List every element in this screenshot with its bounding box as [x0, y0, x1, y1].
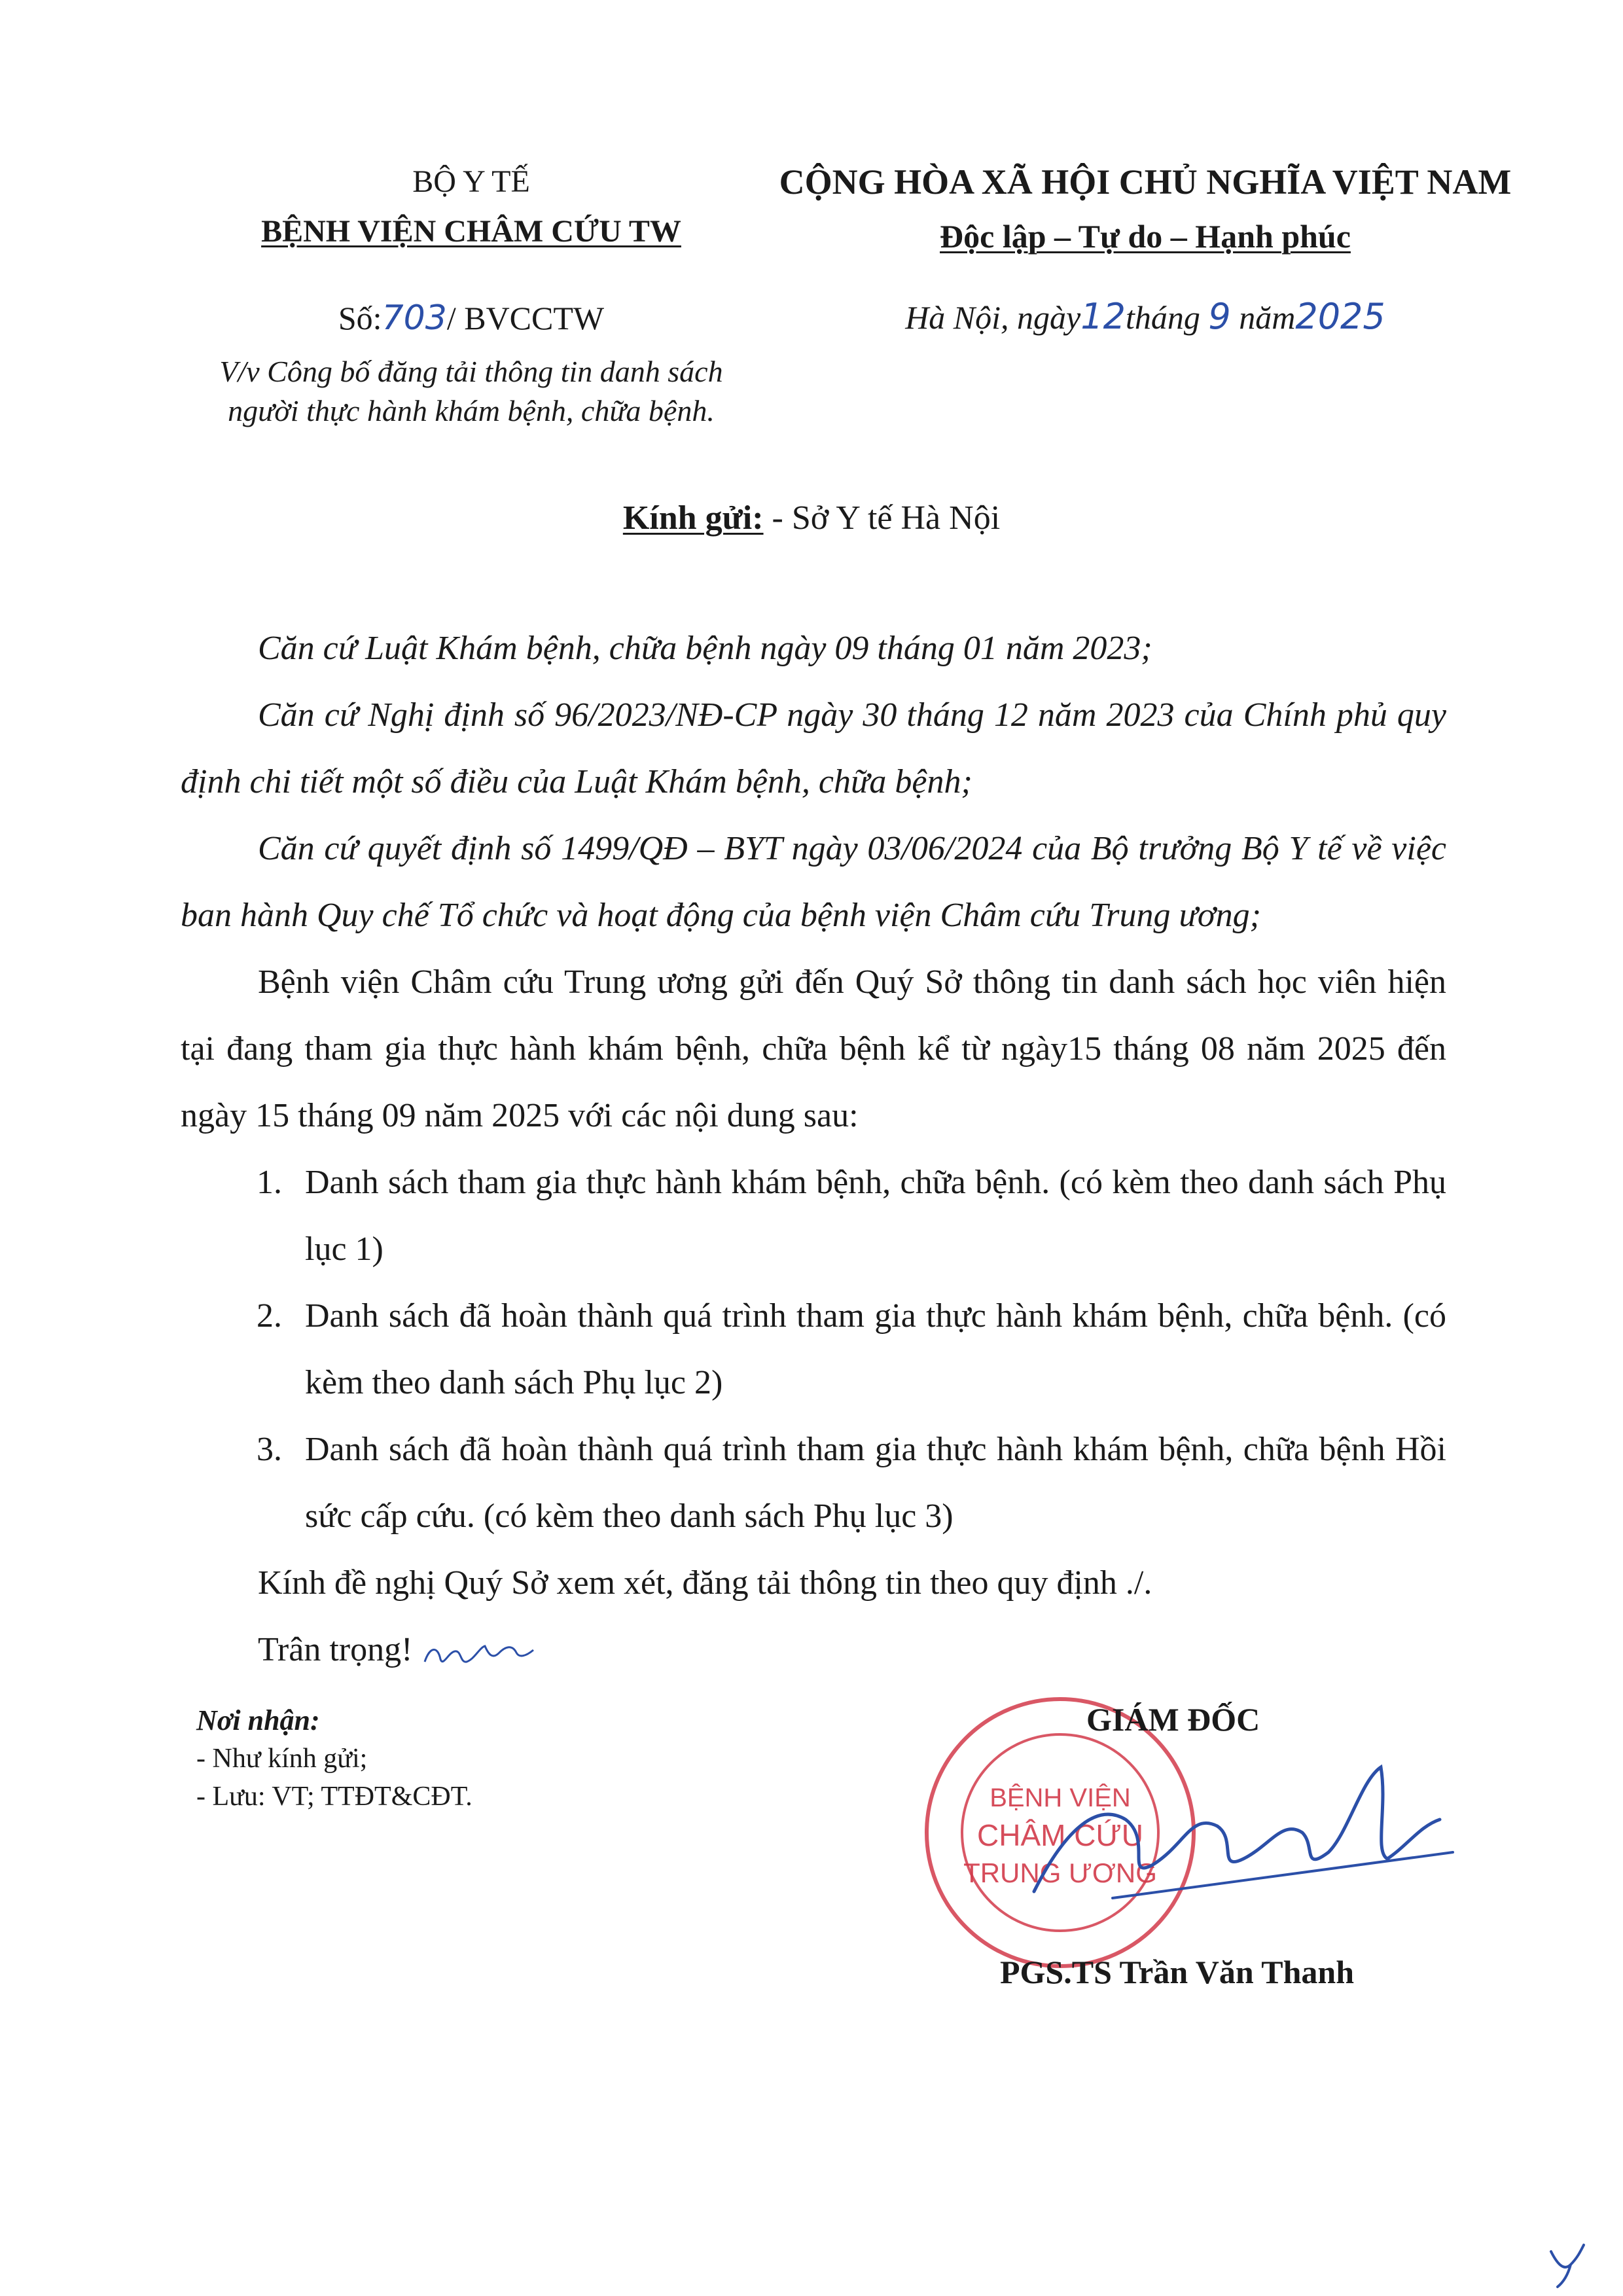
handwritten-signature — [1021, 1741, 1466, 1911]
subject-line — [170, 352, 772, 431]
legal-basis-1: Căn cứ Luật Khám bệnh, chữa bệnh ngày 09 tháng 01 năm 2023; — [258, 630, 1152, 667]
list-item — [181, 1283, 1446, 1416]
margin-initial-mark — [1544, 2238, 1597, 2291]
recipients-label: Nơi nhận: — [196, 1704, 320, 1736]
recipient-value: - Sở Y tế Hà Nội — [763, 499, 1001, 537]
recipients-list — [196, 1702, 785, 1816]
ministry-name: BỘ Y TẾ — [412, 164, 530, 199]
closing-line — [181, 1617, 1446, 1683]
list-item-text: Danh sách đã hoàn thành quá trình tham gia thực hành khám bệnh, chữa bệnh Hồi sức cấp cứu. (có kèm theo danh sách Phụ lục 3) — [305, 1431, 1446, 1535]
list-item — [181, 1149, 1446, 1283]
hospital-name-text: BỆNH VIỆN CHÂM CỨU TW — [261, 214, 681, 249]
document-number — [170, 293, 772, 343]
date-prefix: Hà Nội, ngày — [905, 299, 1081, 336]
doc-no-suffix: / BVCCTW — [446, 300, 605, 336]
subject-line-1: V/v Công bố đăng tải thông tin danh sách — [219, 355, 723, 388]
date-year-handwritten: 2025 — [1295, 296, 1385, 337]
initials-mark — [421, 1633, 539, 1672]
national-header — [759, 151, 1531, 349]
signer-title: GIÁM ĐỐC — [1086, 1701, 1260, 1738]
hospital-name — [170, 207, 772, 257]
closing-text: Trân trọng! — [258, 1631, 413, 1668]
date-day-handwritten: 12 — [1080, 296, 1126, 337]
doc-no-handwritten: 703 — [382, 298, 447, 338]
recipients-item: - Như kính gửi; — [196, 1744, 368, 1774]
seal-line-2: CHÂM CỨU — [977, 1818, 1143, 1852]
national-motto — [759, 213, 1531, 259]
nation-title: CỘNG HÒA XÃ HỘI CHỦ NGHĨA VIỆT NAM — [779, 162, 1512, 202]
list-item-text: Danh sách đã hoàn thành quá trình tham gia thực hành khám bệnh, chữa bệnh. (có kèm theo danh sách Phụ lục 2) — [305, 1297, 1446, 1401]
list-item-number: 2. — [257, 1297, 282, 1335]
subject-line-2: người thực hành khám bệnh, chữa bệnh. — [228, 394, 715, 427]
date-year-label: năm — [1239, 299, 1296, 336]
recipient-line — [0, 492, 1623, 545]
letter-body — [181, 615, 1446, 1683]
legal-basis-2: Căn cứ Nghị định số 96/2023/NĐ-CP ngày 30 tháng 12 năm 2023 của Chính phủ quy định chi tiết một số điều của Luật Khám bệnh, chữa bệnh; — [181, 696, 1446, 800]
seal-line-3: TRUNG ƯƠNG — [963, 1857, 1157, 1888]
list-item-text: Danh sách tham gia thực hành khám bệnh, chữa bệnh. (có kèm theo danh sách Phụ lục 1) — [305, 1164, 1446, 1268]
date-month-handwritten: 9 — [1208, 296, 1231, 337]
list-item-number: 1. — [257, 1164, 282, 1201]
legal-basis-3: Căn cứ quyết định số 1499/QĐ – BYT ngày 03/06/2024 của Bộ trưởng Bộ Y tế về việc ban hành Quy chế Tổ chức và hoạt động của bệnh viện Châm cứu Trung ương; — [181, 830, 1446, 934]
recipients-item: - Lưu: VT; TTĐT&CĐT. — [196, 1782, 473, 1812]
issuer-block — [170, 157, 772, 431]
seal-line-1: BỆNH VIỆN — [990, 1784, 1131, 1812]
list-item — [181, 1416, 1446, 1550]
request-paragraph: Kính đề nghị Quý Sở xem xét, đăng tải thông tin theo quy định ./. — [258, 1564, 1152, 1602]
date-month-label: tháng — [1125, 299, 1200, 336]
doc-no-prefix: Số: — [338, 300, 382, 336]
intro-paragraph: Bệnh viện Châm cứu Trung ương gửi đến Quý Sở thông tin danh sách học viên hiện tại đang tham gia thực hành khám bệnh, chữa bệnh kể từ ngày15 tháng 08 năm 2025 đến ngày 15 tháng 09 năm 2025 với các nội dung sau: — [181, 963, 1446, 1134]
motto-text: Độc lập – Tự do – Hạnh phúc — [940, 218, 1351, 255]
recipient-label: Kính gửi: — [622, 499, 764, 537]
signer-name: PGS.TS Trần Văn Thanh — [1000, 1954, 1355, 1990]
list-item-number: 3. — [257, 1431, 282, 1468]
date-line — [759, 285, 1531, 349]
